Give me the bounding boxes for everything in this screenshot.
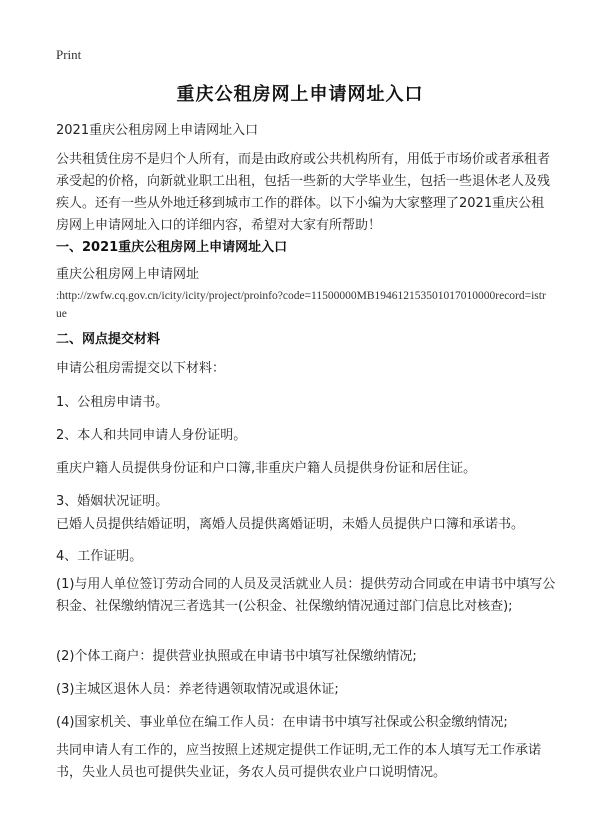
- paragraph-marriage-note: 已婚人员提供结婚证明，离婚人员提供离婚证明，未婚人员提供户口簿和承诺书。: [56, 517, 525, 532]
- paragraph-employment-1: (1)与用人单位签订劳动合同的人员及灵活就业人员：提供劳动合同或在申请书中填写公积金、社保缴纳情况三者选其一(公积金、社保缴纳情况通过部门信息比对核查);: [56, 577, 556, 614]
- intro-paragraph: 公共租赁住房不是归个人所有，而是由政府或公共机构所有，用低于市场价或者承租者承受起的价格，向新就业职工出租，包括一些新的大学毕业生，包括一些退休老人及残疾人。还有一些从外地迁移到城市工作的群体。以下小编为大家整理了2021重庆公租房网上申请网址入口的详细内容，希望对大家有所帮助！: [56, 152, 551, 233]
- paragraph-materials-intro: 申请公租房需提交以下材料：: [56, 361, 226, 376]
- paragraph-employment-4: (4)国家机关、事业单位在编工作人员：在申请书中填写社保或公积金缴纳情况;: [56, 715, 508, 730]
- paragraph-item-4: 4、工作证明。: [56, 549, 143, 564]
- paragraph-item-3: 3、婚姻状况证明。: [56, 494, 169, 509]
- print-label[interactable]: Print: [56, 47, 82, 62]
- paragraph-item-2: 2、本人和共同申请人身份证明。: [56, 428, 247, 443]
- url-label: 重庆公租房网上申请网址: [56, 267, 200, 282]
- paragraph-co-applicant: 共同申请人有工作的，应当按照上述规定提供工作证明,无工作的本人填写无工作承诺书，失业人员也可提供失业证，务农人员可提供农业户口说明情况。: [56, 743, 542, 780]
- section-heading-2: 二、网点提交材料: [56, 332, 161, 347]
- page-title: 重庆公租房网上申请网址入口: [176, 84, 424, 105]
- paragraph-id-note: 重庆户籍人员提供身份证和户口簿,非重庆户籍人员提供身份证和居住证。: [56, 461, 477, 476]
- paragraph-employment-2: (2)个体工商户：提供营业执照或在申请书中填写社保缴纳情况;: [56, 649, 417, 664]
- application-url[interactable]: :http://zwfw.cq.gov.cn/icity/icity/project/proinfo?code=11500000MB194612153501017010000record=istrue: [56, 290, 546, 320]
- section-heading-1: 一、2021重庆公租房网上申请网址入口: [56, 240, 288, 255]
- subtitle: 2021重庆公租房网上申请网址入口: [56, 123, 259, 138]
- paragraph-employment-3: (3)主城区退休人员：养老待遇领取情况或退休证;: [56, 682, 339, 697]
- paragraph-item-1: 1、公租房申请书。: [56, 395, 169, 410]
